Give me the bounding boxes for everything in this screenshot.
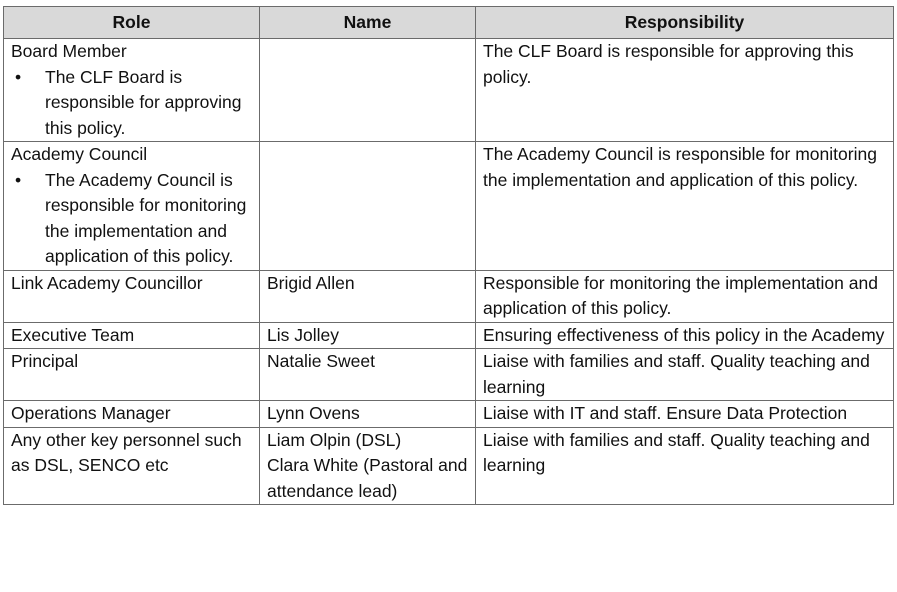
name-cell: Lis Jolley: [260, 322, 476, 349]
header-name: Name: [260, 7, 476, 39]
role-cell: [4, 142, 260, 271]
name-cell: Natalie Sweet: [260, 349, 476, 401]
table-row: [4, 142, 894, 271]
responsibility-cell: Responsible for monitoring the implementation and application of this policy.: [476, 270, 894, 322]
name-cell: [260, 39, 476, 142]
responsibility-cell: Ensuring effectiveness of this policy in the Academy: [476, 322, 894, 349]
table-row: [4, 39, 894, 142]
role-title: Board Member: [11, 41, 127, 61]
name-line: Liam Olpin (DSL): [267, 429, 402, 450]
role-cell: Executive Team: [4, 322, 260, 349]
table-row: [4, 322, 894, 349]
name-cell: [260, 142, 476, 271]
role-bullet-list: [11, 168, 253, 270]
role-bullet-list: [11, 65, 253, 142]
role-cell: Operations Manager: [4, 401, 260, 428]
table-row: [4, 401, 894, 428]
role-cell: Principal: [4, 349, 260, 401]
role-cell: Any other key personnel such as DSL, SENCO etc: [4, 427, 260, 505]
name-line: Clara White (Pastoral and attendance lead): [267, 455, 468, 501]
header-row: [4, 7, 894, 39]
table-body: [4, 39, 894, 505]
role-cell: [4, 39, 260, 142]
table-header: [4, 7, 894, 39]
role-cell: Link Academy Councillor: [4, 270, 260, 322]
name-cell: Brigid Allen: [260, 270, 476, 322]
table-row: [4, 427, 894, 505]
table-row: [4, 349, 894, 401]
role-title: Academy Council: [11, 144, 148, 164]
header-responsibility: Responsibility: [476, 7, 894, 39]
role-bullet-item: • The CLF Board is responsible for approving this policy.: [11, 65, 253, 142]
header-role: Role: [4, 7, 260, 39]
responsibility-cell: Liaise with families and staff. Quality teaching and learning: [476, 349, 894, 401]
name-cell: Lynn Ovens: [260, 401, 476, 428]
name-cell: [260, 427, 476, 505]
role-bullet-item: • The Academy Council is responsible for monitoring the implementation and application of this policy.: [11, 168, 253, 270]
responsibility-cell: The CLF Board is responsible for approving this policy.: [476, 39, 894, 142]
table-row: [4, 270, 894, 322]
responsibility-cell: Liaise with families and staff. Quality teaching and learning: [476, 427, 894, 505]
responsibilities-table: [3, 6, 894, 505]
responsibility-cell: The Academy Council is responsible for monitoring the implementation and application of this policy.: [476, 142, 894, 271]
responsibility-cell: Liaise with IT and staff. Ensure Data Protection: [476, 401, 894, 428]
